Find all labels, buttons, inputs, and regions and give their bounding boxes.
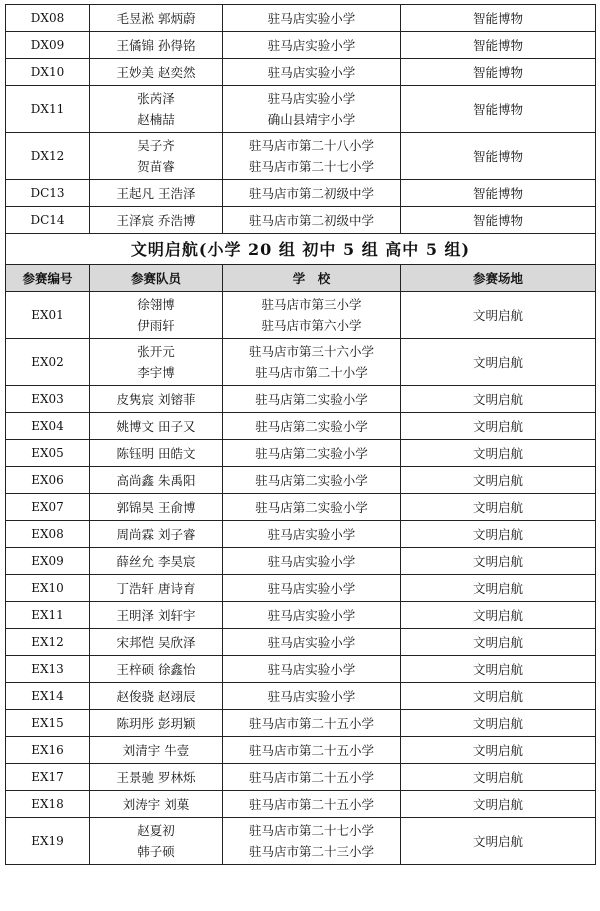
cell-school: [223, 180, 401, 207]
cell-code: DX12: [6, 133, 90, 180]
top-section-rows: [6, 5, 596, 234]
cell-venue: 智能博物: [401, 133, 596, 180]
cell-code: DX09: [6, 32, 90, 59]
cell-team: [90, 386, 223, 413]
cell-venue: 文明启航: [401, 575, 596, 602]
school-line: 驻马店市第二十八小学: [248, 138, 374, 153]
team-line: 郭锦昊 王俞博: [116, 499, 196, 515]
table-row: [6, 440, 596, 467]
cell-venue: 文明启航: [401, 467, 596, 494]
table-row: [6, 683, 596, 710]
cell-school: [223, 386, 401, 413]
team-line: 张芮泽: [137, 91, 175, 106]
team-line: 徐翎博: [137, 297, 175, 312]
team-line: 姚博文 田子又: [116, 418, 196, 434]
cell-venue: 文明启航: [401, 521, 596, 548]
table-row: [6, 133, 596, 180]
school-line: 驻马店实验小学: [267, 661, 356, 677]
cell-team: [90, 86, 223, 133]
cell-team: [90, 467, 223, 494]
cell-venue: 文明启航: [401, 548, 596, 575]
cell-code: EX18: [6, 791, 90, 818]
cell-team: [90, 683, 223, 710]
cell-school: [223, 292, 401, 339]
cell-code: EX16: [6, 737, 90, 764]
team-line: 王梓硕 徐鑫怡: [116, 661, 196, 677]
cell-venue: 文明启航: [401, 339, 596, 386]
team-line: 丁浩轩 唐诗育: [116, 580, 196, 596]
school-line: 驻马店第二实验小学: [255, 418, 368, 434]
team-line: 张开元: [137, 344, 175, 359]
cell-school: [223, 602, 401, 629]
team-line: 王僪锦 孙得铭: [116, 37, 196, 53]
school-line: 驻马店市第二十七小学: [248, 159, 374, 174]
cell-venue: 智能博物: [401, 59, 596, 86]
cell-school: [223, 32, 401, 59]
team-line: 伊雨轩: [137, 318, 175, 333]
school-line: 驻马店实验小学: [267, 580, 356, 596]
table-row: [6, 548, 596, 575]
school-line: 驻马店实验小学: [267, 634, 356, 650]
header-team: 参赛队员: [90, 265, 223, 292]
school-line: 驻马店市第二十五小学: [248, 769, 374, 785]
cell-code: EX14: [6, 683, 90, 710]
cell-team: [90, 710, 223, 737]
cell-code: DC13: [6, 180, 90, 207]
table-row: [6, 710, 596, 737]
team-line: 王明泽 刘轩宇: [116, 607, 196, 623]
cell-team: [90, 629, 223, 656]
cell-team: [90, 59, 223, 86]
cell-venue: 文明启航: [401, 791, 596, 818]
team-line: 吴子齐: [137, 138, 175, 153]
table-row: [6, 737, 596, 764]
table-row: [6, 764, 596, 791]
cell-venue: 文明启航: [401, 386, 596, 413]
cell-school: [223, 764, 401, 791]
team-line: 皮隽宸 刘镕菲: [116, 391, 196, 407]
school-line: 驻马店第二实验小学: [255, 499, 368, 515]
cell-school: [223, 737, 401, 764]
table-row: [6, 32, 596, 59]
cell-team: [90, 656, 223, 683]
team-line: 刘清宇 牛壹: [122, 742, 190, 758]
table-row: [6, 494, 596, 521]
cell-school: [223, 818, 401, 865]
cell-venue: 智能博物: [401, 32, 596, 59]
cell-code: DC14: [6, 207, 90, 234]
cell-school: [223, 494, 401, 521]
cell-venue: 文明启航: [401, 656, 596, 683]
school-line: 确山县靖宇小学: [267, 112, 356, 127]
table-row: [6, 791, 596, 818]
school-line: 驻马店实验小学: [267, 37, 356, 53]
team-line: 陈玥彤 彭玥颖: [116, 715, 196, 731]
cell-venue: 文明启航: [401, 413, 596, 440]
cell-code: EX13: [6, 656, 90, 683]
cell-school: [223, 548, 401, 575]
section-title: 文明启航(小学 20 组 初中 5 组 高中 5 组): [6, 234, 596, 265]
table-row: [6, 292, 596, 339]
cell-code: EX10: [6, 575, 90, 602]
cell-school: [223, 629, 401, 656]
cell-team: [90, 133, 223, 180]
cell-code: EX08: [6, 521, 90, 548]
cell-school: [223, 656, 401, 683]
cell-venue: 文明启航: [401, 764, 596, 791]
team-line: 王泽宸 乔浩博: [116, 212, 196, 228]
cell-code: EX07: [6, 494, 90, 521]
cell-venue: 文明启航: [401, 629, 596, 656]
cell-venue: 文明启航: [401, 440, 596, 467]
cell-code: EX12: [6, 629, 90, 656]
cell-school: [223, 791, 401, 818]
team-line: 陈钰明 田皓文: [116, 445, 196, 461]
cell-code: EX04: [6, 413, 90, 440]
school-line: 驻马店市第二初级中学: [248, 212, 374, 228]
section-rows: [6, 292, 596, 865]
team-line: 李宇博: [137, 365, 175, 380]
team-line: 赵俊骁 赵翊辰: [116, 688, 196, 704]
school-line: 驻马店市第六小学: [261, 318, 362, 333]
team-line: 韩子硕: [137, 844, 175, 859]
cell-team: [90, 548, 223, 575]
cell-school: [223, 5, 401, 32]
school-line: 驻马店市第三小学: [261, 297, 362, 312]
table-row: [6, 413, 596, 440]
cell-team: [90, 791, 223, 818]
cell-venue: 文明启航: [401, 494, 596, 521]
school-line: 驻马店实验小学: [267, 10, 356, 26]
school-line: 驻马店市第二十三小学: [248, 844, 374, 859]
cell-team: [90, 339, 223, 386]
cell-venue: 智能博物: [401, 207, 596, 234]
cell-code: EX01: [6, 292, 90, 339]
table-row: [6, 575, 596, 602]
header-code: 参赛编号: [6, 265, 90, 292]
school-line: 驻马店第二实验小学: [255, 472, 368, 488]
team-line: 王起凡 王浩泽: [116, 185, 196, 201]
cell-team: [90, 602, 223, 629]
cell-team: [90, 575, 223, 602]
team-line: 薛丝允 李昊宸: [116, 553, 196, 569]
cell-school: [223, 521, 401, 548]
school-line: 驻马店实验小学: [267, 607, 356, 623]
table-row: [6, 59, 596, 86]
cell-team: [90, 764, 223, 791]
table-row: [6, 521, 596, 548]
school-line: 驻马店实验小学: [267, 526, 356, 542]
cell-code: DX10: [6, 59, 90, 86]
cell-school: [223, 413, 401, 440]
team-line: 周尚霖 刘子睿: [116, 526, 196, 542]
cell-team: [90, 32, 223, 59]
section-header: [6, 234, 596, 292]
school-line: 驻马店第二实验小学: [255, 391, 368, 407]
school-line: 驻马店市第二十五小学: [248, 715, 374, 731]
cell-school: [223, 440, 401, 467]
cell-venue: 文明启航: [401, 818, 596, 865]
cell-team: [90, 818, 223, 865]
cell-venue: 文明启航: [401, 602, 596, 629]
school-line: 驻马店市第二十七小学: [248, 823, 374, 838]
table-row: [6, 656, 596, 683]
cell-team: [90, 737, 223, 764]
table-row: [6, 629, 596, 656]
cell-code: EX03: [6, 386, 90, 413]
cell-venue: 智能博物: [401, 86, 596, 133]
cell-code: EX02: [6, 339, 90, 386]
cell-school: [223, 59, 401, 86]
table-row: [6, 467, 596, 494]
team-line: 赵楠喆: [137, 112, 175, 127]
cell-code: EX15: [6, 710, 90, 737]
team-line: 毛昱淞 郭炳蔚: [116, 10, 196, 26]
cell-venue: 文明启航: [401, 683, 596, 710]
table-row: [6, 386, 596, 413]
cell-code: EX17: [6, 764, 90, 791]
cell-team: [90, 440, 223, 467]
document-page: [5, 4, 595, 865]
cell-school: [223, 133, 401, 180]
school-line: 驻马店第二实验小学: [255, 445, 368, 461]
cell-school: [223, 207, 401, 234]
school-line: 驻马店实验小学: [267, 91, 356, 106]
cell-code: EX05: [6, 440, 90, 467]
column-headers: [6, 265, 596, 292]
school-line: 驻马店实验小学: [267, 64, 356, 80]
cell-venue: 文明启航: [401, 737, 596, 764]
table-row: [6, 602, 596, 629]
team-line: 刘涛宇 刘菓: [122, 796, 190, 812]
school-line: 驻马店实验小学: [267, 688, 356, 704]
cell-team: [90, 292, 223, 339]
cell-school: [223, 86, 401, 133]
table-row: [6, 207, 596, 234]
table-row: [6, 339, 596, 386]
school-line: 驻马店市第三十六小学: [248, 344, 374, 359]
cell-code: DX11: [6, 86, 90, 133]
team-line: 宋邦恺 吴欣泽: [116, 634, 196, 650]
cell-team: [90, 180, 223, 207]
cell-code: EX09: [6, 548, 90, 575]
table-row: [6, 86, 596, 133]
cell-venue: 智能博物: [401, 5, 596, 32]
cell-team: [90, 5, 223, 32]
cell-code: EX19: [6, 818, 90, 865]
cell-team: [90, 521, 223, 548]
team-line: 王景驰 罗林烁: [116, 769, 196, 785]
cell-code: EX06: [6, 467, 90, 494]
school-line: 驻马店市第二十五小学: [248, 796, 374, 812]
cell-team: [90, 494, 223, 521]
cell-code: DX08: [6, 5, 90, 32]
school-line: 驻马店市第二十小学: [255, 365, 368, 380]
cell-school: [223, 339, 401, 386]
team-line: 赵夏初: [137, 823, 175, 838]
table-row: [6, 180, 596, 207]
competition-table: [5, 4, 596, 865]
school-line: 驻马店市第二十五小学: [248, 742, 374, 758]
table-row: [6, 5, 596, 32]
school-line: 驻马店市第二初级中学: [248, 185, 374, 201]
header-venue: 参赛场地: [401, 265, 596, 292]
cell-code: EX11: [6, 602, 90, 629]
cell-venue: 智能博物: [401, 180, 596, 207]
table-row: [6, 818, 596, 865]
header-school: 学 校: [223, 265, 401, 292]
team-line: 贺苗睿: [137, 159, 175, 174]
cell-venue: 文明启航: [401, 710, 596, 737]
cell-school: [223, 683, 401, 710]
cell-team: [90, 413, 223, 440]
cell-school: [223, 575, 401, 602]
school-line: 驻马店实验小学: [267, 553, 356, 569]
cell-school: [223, 467, 401, 494]
cell-venue: 文明启航: [401, 292, 596, 339]
cell-school: [223, 710, 401, 737]
team-line: 王妙美 赵奕然: [116, 64, 196, 80]
team-line: 高尚鑫 朱禹阳: [116, 472, 196, 488]
cell-team: [90, 207, 223, 234]
